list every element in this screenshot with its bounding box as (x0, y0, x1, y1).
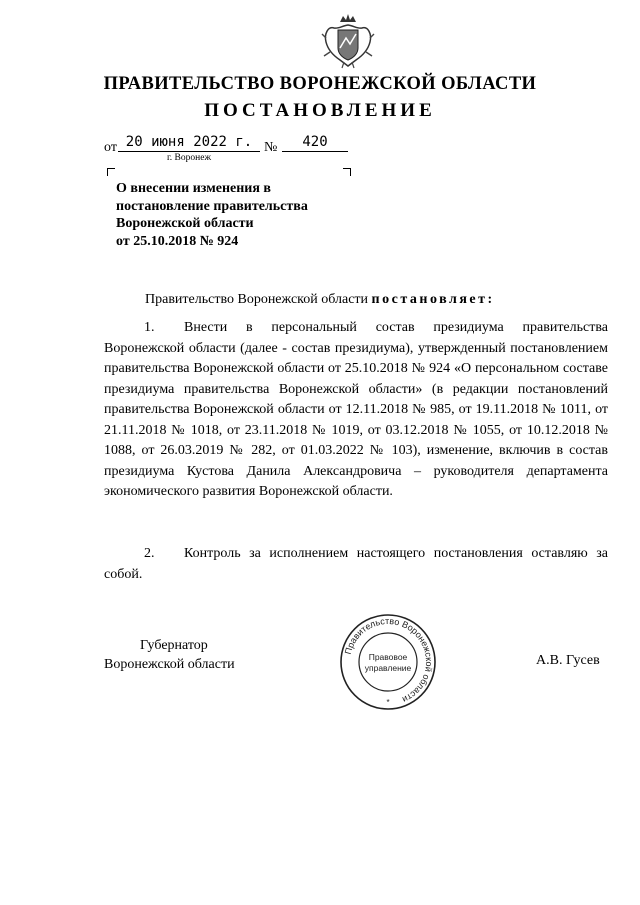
subject-line: постановление правительства (116, 198, 308, 214)
number-label: № (264, 140, 278, 155)
stamp-star: * (386, 698, 390, 707)
subject-line: Воронежской области (116, 216, 254, 231)
paragraph-number: 2. (144, 546, 155, 561)
preamble-verb: постановляет: (371, 292, 495, 307)
corner-mark-right (343, 168, 351, 176)
number-value: 420 (282, 133, 348, 152)
signatory-name: А.В. Гусев (536, 653, 600, 668)
signatory-title-line: Воронежской области (104, 657, 235, 672)
paragraph-1 (104, 318, 608, 503)
signatory-title-line: Губернатор (140, 638, 208, 653)
subject-line: от 25.10.2018 № 924 (116, 233, 239, 249)
preamble-text: Правительство Воронежской области (145, 292, 372, 307)
paragraph-text: Внести в персональный состав президиума правительства Воронежской области (далее - состав президиума), утвержденный постановлением правительства Воронежской области от 25.10.2018 № 924 «О персональном составе президиума правительства Воронежской области» (в редакции постановлений правительства Воронежской области от 12.11.2018 № 985, от 19.11.2018 № 1011, от 21.11.2018 № 1018, от 23.11.2018 № 1019, от 03.12.2018 № 1055, от 10.12.2018 № 1088, от 26.03.2019 № 282, от 01.03.2022 № 103), изменение, включив в состав президиума Кустова Данила Александровича – руководителя департамента экономического развития Воронежской области. (104, 320, 608, 499)
stamp-center-line: управление (364, 663, 412, 673)
date-value: 20 июня 2022 г. (118, 133, 260, 152)
organization-name: ПРАВИТЕЛЬСТВО ВОРОНЕЖСКОЙ ОБЛАСТИ (103, 74, 537, 94)
subject-line: О внесении изменения в (116, 181, 271, 196)
paragraph-number: 1. (144, 320, 155, 335)
signatory-title (104, 636, 235, 674)
official-stamp (338, 612, 438, 712)
preamble (145, 292, 495, 308)
paragraph-text: Контроль за исполнением настоящего постановления оставляю за собой. (104, 546, 608, 582)
corner-mark-left (107, 168, 115, 176)
paragraph-2 (104, 544, 608, 585)
stamp-center-line: Правовое (368, 652, 408, 662)
date-label: от (104, 140, 117, 155)
stamp-ring-text: Правительство Воронежской области (342, 615, 435, 705)
document-subject (116, 180, 356, 250)
city: г. Воронеж (166, 153, 212, 163)
coat-of-arms-icon (320, 12, 376, 70)
document-type: ПОСТАНОВЛЕНИЕ (204, 100, 436, 121)
